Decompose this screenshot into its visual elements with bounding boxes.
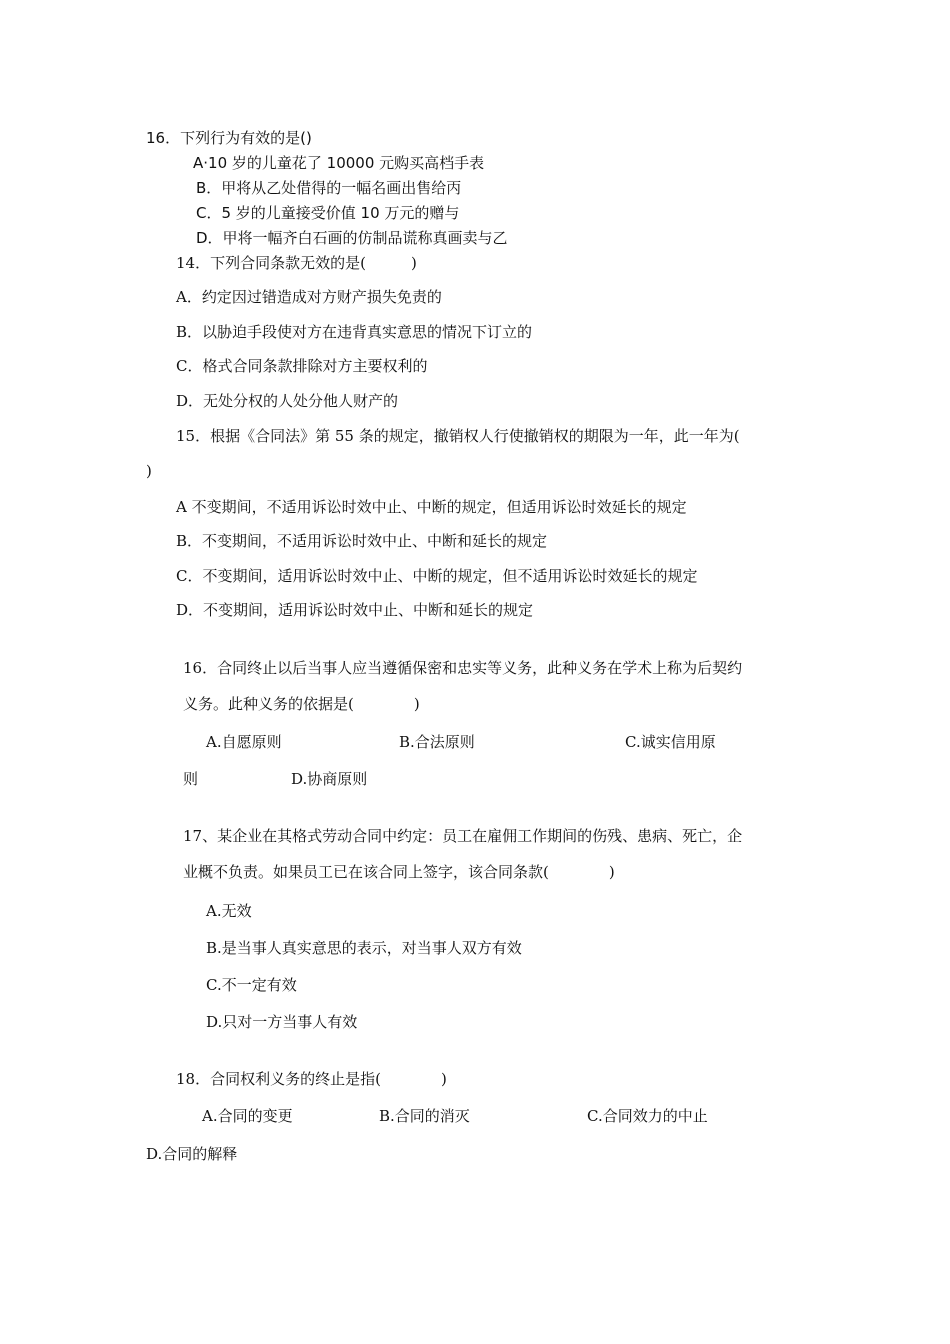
question-16b-option-a: A.自愿原则	[206, 733, 282, 751]
question-16b-stem-line1: 16．合同终止以后当事人应当遵循保密和忠实等义务，此种义务在学术上称为后契约	[183, 659, 743, 677]
question-18-option-c: C.合同效力的中止	[587, 1107, 708, 1125]
question-18-option-a: A.合同的变更	[202, 1107, 293, 1125]
question-18-stem: 18．合同权利义务的终止是指( )	[176, 1070, 447, 1088]
question-17-option-c: C.不一定有效	[206, 976, 297, 994]
question-15-option-d: D．不变期间，适用诉讼时效中止、中断和延长的规定	[176, 601, 534, 619]
question-17-option-d: D.只对一方当事人有效	[206, 1013, 358, 1031]
question-17-option-a: A.无效	[206, 902, 252, 920]
question-17-option-b: B.是当事人真实意思的表示，对当事人双方有效	[206, 939, 522, 957]
question-14-option-a: A．约定因过错造成对方财产损失免责的	[176, 288, 442, 306]
question-16b-stem-line2: 义务。此种义务的依据是( )	[183, 695, 420, 713]
question-16a-option-b: B．甲将从乙处借得的一幅名画出售给丙	[196, 179, 462, 197]
question-16a-option-d: D．甲将一幅齐白石画的仿制品谎称真画卖与乙	[196, 229, 508, 247]
question-14-stem: 14．下列合同条款无效的是( )	[176, 254, 417, 272]
question-15-option-c: C．不变期间，适用诉讼时效中止、中断的规定，但不适用诉讼时效延长的规定	[176, 567, 698, 585]
question-16a-option-c: C．5 岁的儿童接受价值 10 万元的赠与	[196, 204, 460, 222]
question-17-stem-line2: 业概不负责。如果员工已在该合同上签字，该合同条款( )	[183, 863, 615, 881]
question-16b-option-c-continued: 则	[183, 770, 199, 788]
question-17-stem-line1: 17、某企业在其格式劳动合同中约定：员工在雇佣工作期间的伤残、患病、死亡，企	[183, 827, 743, 845]
question-14-option-d: D．无处分权的人处分他人财产的	[176, 392, 399, 410]
question-14-option-c: C．格式合同条款排除对方主要权利的	[176, 357, 428, 375]
question-14-option-b: B．以胁迫手段使对方在违背真实意思的情况下订立的	[176, 323, 533, 341]
question-16b-option-c: C.诚实信用原	[625, 733, 716, 751]
question-16a-option-a: A·10 岁的儿童花了 10000 元购买高档手表	[193, 154, 485, 172]
question-15-stem-line2: )	[146, 462, 152, 480]
question-16b-option-b: B.合法原则	[399, 733, 475, 751]
question-15-stem-line1: 15．根据《合同法》第 55 条的规定，撤销权人行使撤销权的期限为一年，此一年为(	[176, 427, 740, 445]
question-15-option-b: B．不变期间，不适用诉讼时效中止、中断和延长的规定	[176, 532, 548, 550]
question-16b-option-d: D.协商原则	[291, 770, 368, 788]
question-16a-stem: 16．下列行为有效的是()	[146, 129, 312, 147]
question-18-option-b: B.合同的消灭	[379, 1107, 470, 1125]
question-15-option-a: A 不变期间，不适用诉讼时效中止、中断的规定，但适用诉讼时效延长的规定	[176, 498, 687, 516]
question-18-option-d: D.合同的解释	[146, 1145, 238, 1163]
